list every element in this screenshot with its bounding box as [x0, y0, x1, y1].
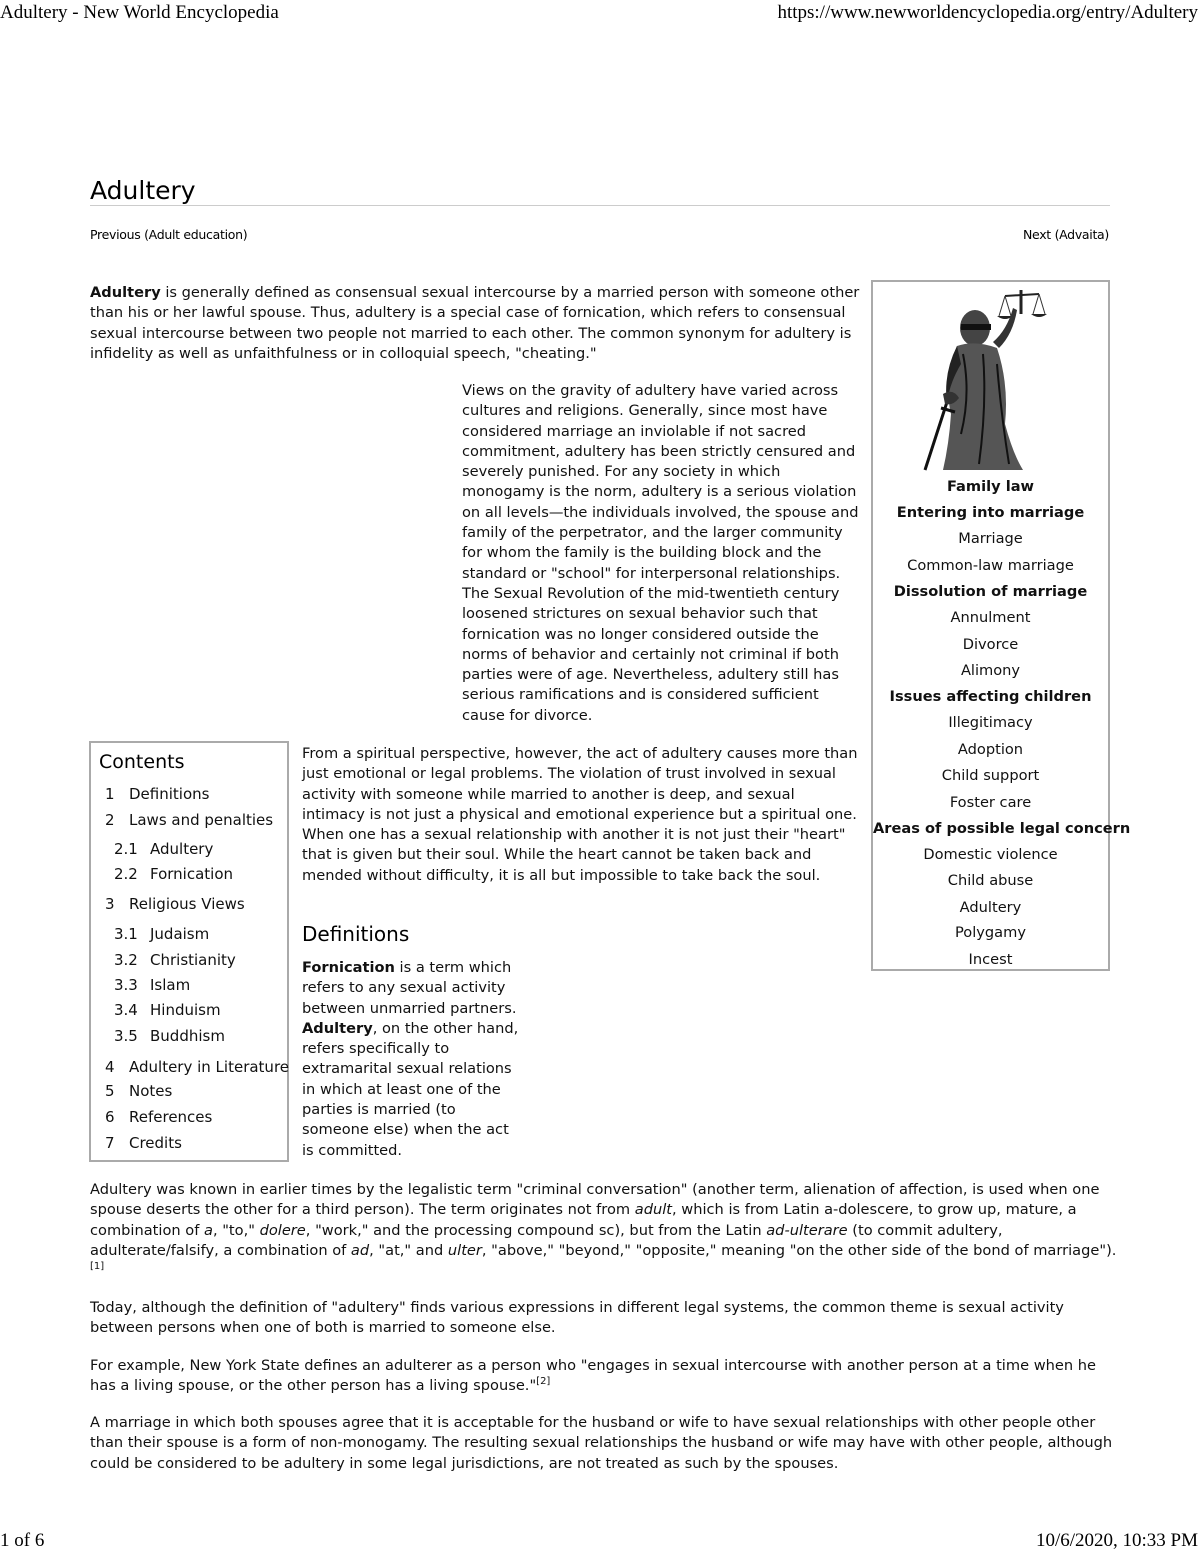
legal-text-d: , "work," and the processing compound sc), but from the Latin — [305, 1221, 767, 1239]
toc-label: References — [129, 1108, 213, 1126]
infobox-link-annulment[interactable]: Annulment — [950, 609, 1031, 626]
legal-word-adult: adult — [634, 1201, 673, 1219]
spiritual-paragraph: From a spiritual perspective, however, the act of adultery causes more than just emotional or legal problems. The violation of trust involved in sexual activity with someone while married to another is deep, and sexual intimacy is not just a physical and emotional experience but a spiritual one. When one has a sexual relationship with another it is not just their "heart" that is given but their soul. While the heart cannot be taken back and mended without difficulty, it is all but impossible to take back the soul. — [302, 745, 858, 884]
toc-item-religious-views[interactable] — [105, 895, 245, 913]
toc-label: Buddhism — [150, 1027, 225, 1045]
legal-text-c: , "to," — [212, 1221, 260, 1239]
toc-number: 3.5 — [114, 1027, 138, 1045]
definitions-paragraph — [302, 958, 522, 1161]
infobox-heading-legal-concern: Areas of possible legal concern — [873, 820, 1131, 837]
toc-label: Christianity — [150, 951, 236, 969]
footnote-ref-2[interactable]: [2] — [536, 1376, 551, 1388]
toc-label: Notes — [129, 1082, 173, 1100]
title-divider — [90, 205, 1110, 206]
toc-label: Religious Views — [129, 895, 245, 913]
infobox-link-adoption[interactable]: Adoption — [957, 741, 1024, 758]
definitions-text-2: , on the other hand, refers specifically to extramarital sexual relations in which at least one of the parties is married (to someone else) when the act is committed. — [302, 1019, 519, 1159]
next-article-link[interactable]: Next (Advaita) — [1022, 227, 1109, 242]
infobox-link-incest[interactable]: Incest — [968, 951, 1013, 968]
toc-label: Judaism — [150, 925, 210, 943]
page-title: Adultery — [90, 176, 196, 205]
family-law-infobox — [871, 280, 1131, 971]
toc-number: 5 — [105, 1082, 115, 1100]
toc-number: 6 — [105, 1108, 115, 1126]
toc-item-fornication[interactable] — [114, 865, 233, 883]
legal-text-f: , "at," and — [369, 1241, 448, 1259]
toc-item-credits[interactable] — [105, 1134, 182, 1152]
infobox-link-child-support[interactable]: Child support — [941, 767, 1040, 784]
new-york-paragraph — [90, 1356, 1120, 1397]
toc-item-references[interactable] — [105, 1108, 212, 1126]
infobox-link-child-abuse[interactable]: Child abuse — [947, 872, 1034, 889]
toc-item-buddhism[interactable] — [114, 1027, 225, 1045]
toc-item-definitions[interactable] — [105, 785, 209, 803]
toc-number: 3.2 — [114, 951, 138, 969]
infobox-link-foster-care[interactable]: Foster care — [949, 794, 1032, 811]
toc-number: 3.1 — [114, 925, 138, 943]
views-paragraph: Views on the gravity of adultery have varied across cultures and religions. Generally, since most have considered marriage an inviolable if not sacred commitment, adultery has been strictly censured and severely punished. For any society in which monogamy is the norm, adultery is a serious violation on all levels—the individuals involved, the spouse and family of the perpetrator, and the larger community for whom the family is the building block and the standard or "school" for interpersonal relationships. The Sexual Revolution of the mid-twentieth century loosened strictures on sexual behavior such that fornication was no longer considered outside the norms of behavior and certainly not criminal if both parties were of age. Nevertheless, adultery still has serious ramifications and is considered sufficient cause for divorce. — [462, 382, 859, 724]
toc-item-notes[interactable] — [105, 1082, 172, 1100]
intro-paragraph — [90, 283, 870, 364]
toc-item-judaism[interactable] — [114, 925, 209, 943]
toc-label: Credits — [129, 1134, 182, 1152]
infobox-link-divorce[interactable]: Divorce — [962, 636, 1019, 653]
toc-item-laws[interactable] — [105, 811, 273, 829]
toc-label: Definitions — [129, 785, 210, 803]
toc-item-christianity[interactable] — [114, 951, 236, 969]
toc-label: Fornication — [150, 865, 234, 883]
toc-number: 4 — [105, 1058, 115, 1076]
legal-text-a: Adultery was known in earlier times by the legalistic term "criminal conversation" (another term, alienation of affection, is used when one spouse deserts the other for a third person). The term originates not from — [90, 1181, 1100, 1219]
infobox-link-domestic-violence[interactable]: Domestic violence — [923, 846, 1058, 863]
marriage-paragraph: A marriage in which both spouses agree that it is acceptable for the husband or wife to have sexual relationships with other people other than their spouse is a form of non-monogamy. The resulting sexual relationships the husband or wife may have with other people, although could be considered to be adultery in some legal jurisdictions, are not treated as such by the spouses. — [90, 1414, 1113, 1472]
previous-article-link[interactable]: Previous (Adult education) — [90, 227, 248, 242]
print-header-title: Adultery - New World Encyclopedia — [0, 2, 279, 23]
fornication-term: Fornication — [302, 959, 395, 976]
infobox-heading-entering-marriage: Entering into marriage — [896, 504, 1085, 521]
toc-item-islam[interactable] — [114, 976, 190, 994]
legal-word-a: a — [203, 1221, 213, 1239]
legal-word-adulterare: ad-ulterare — [766, 1221, 848, 1239]
intro-text: is generally defined as consensual sexual intercourse by a married person with someone other than his or her lawful spouse. Thus, adultery is a special case of fornication, which refers to consensual sexual intercourse between two people not married to each other. The common synonym for adultery is infidelity as well as unfaithfulness or in colloquial speech, "cheating." — [90, 284, 860, 362]
print-footer-page-count: 1 of 6 — [0, 1530, 45, 1551]
toc-number: 3 — [105, 895, 115, 913]
definitions-heading: Definitions — [302, 922, 410, 946]
toc-title: Contents — [99, 751, 185, 773]
toc-number: 2.1 — [114, 840, 138, 858]
legal-text-e: (to commit adultery, adulterate/falsify, a combination of — [90, 1221, 1003, 1259]
lady-justice-image — [913, 284, 1053, 472]
infobox-link-polygamy[interactable]: Polygamy — [955, 924, 1026, 941]
toc-number: 7 — [105, 1134, 115, 1152]
toc-number: 2 — [105, 811, 115, 829]
toc-item-hinduism[interactable] — [114, 1001, 221, 1019]
new-york-text: For example, New York State defines an adulterer as a person who "engages in sexual intercourse with another person at a time when he has a living spouse, or the other person has a living spouse." — [90, 1357, 1096, 1395]
legal-text-g: , "above," "beyond," "opposite," meaning "on the other side of the bond of marriage"). — [481, 1241, 1117, 1259]
infobox-heading-children: Issues affecting children — [889, 688, 1092, 705]
toc-item-literature[interactable] — [105, 1058, 289, 1076]
toc-label: Islam — [150, 976, 191, 994]
infobox-heading-family-law: Family law — [946, 478, 1035, 495]
infobox-link-common-law-marriage[interactable]: Common-law marriage — [907, 557, 1074, 574]
infobox-link-adultery[interactable]: Adultery — [959, 899, 1022, 916]
today-paragraph: Today, although the definition of "adultery" finds various expressions in different legal systems, the common theme is sexual activity between persons when one of both is married to someone else. — [90, 1299, 1064, 1337]
legal-text-b: , which is from Latin a-dolescere, to grow up, mature, a combination of — [90, 1201, 1077, 1239]
legal-term-paragraph — [90, 1180, 1120, 1281]
toc-number: 3.4 — [114, 1001, 138, 1019]
adultery-term: Adultery — [302, 1019, 373, 1037]
toc-label: Laws and penalties — [129, 811, 274, 829]
toc-number: 3.3 — [114, 976, 138, 994]
intro-term: Adultery — [90, 284, 161, 301]
infobox-heading-dissolution: Dissolution of marriage — [893, 583, 1088, 600]
infobox-link-illegitimacy[interactable]: Illegitimacy — [948, 714, 1033, 731]
toc-label: Hinduism — [150, 1001, 221, 1019]
toc-number: 1 — [105, 785, 115, 803]
toc-label: Adultery — [150, 840, 214, 858]
footnote-ref-1[interactable]: [1] — [90, 1261, 105, 1273]
definitions-text-1: is a term which refers to any sexual activity between unmarried partners. — [302, 959, 517, 1017]
infobox-link-marriage[interactable]: Marriage — [958, 530, 1023, 547]
legal-word-dolere: dolere — [259, 1221, 306, 1239]
print-footer-datetime: 10/6/2020, 10:33 PM — [1035, 1530, 1198, 1551]
table-of-contents — [89, 741, 289, 1162]
legal-word-ulter: ulter — [447, 1241, 482, 1259]
legal-word-ad: ad — [350, 1241, 370, 1259]
infobox-link-alimony[interactable]: Alimony — [960, 662, 1021, 679]
toc-item-adultery[interactable] — [114, 840, 213, 858]
toc-number: 2.2 — [114, 865, 138, 883]
print-header-url: https://www.newworldencyclopedia.org/entry/Adultery — [777, 2, 1198, 23]
toc-label: Adultery in Literature — [129, 1058, 290, 1076]
